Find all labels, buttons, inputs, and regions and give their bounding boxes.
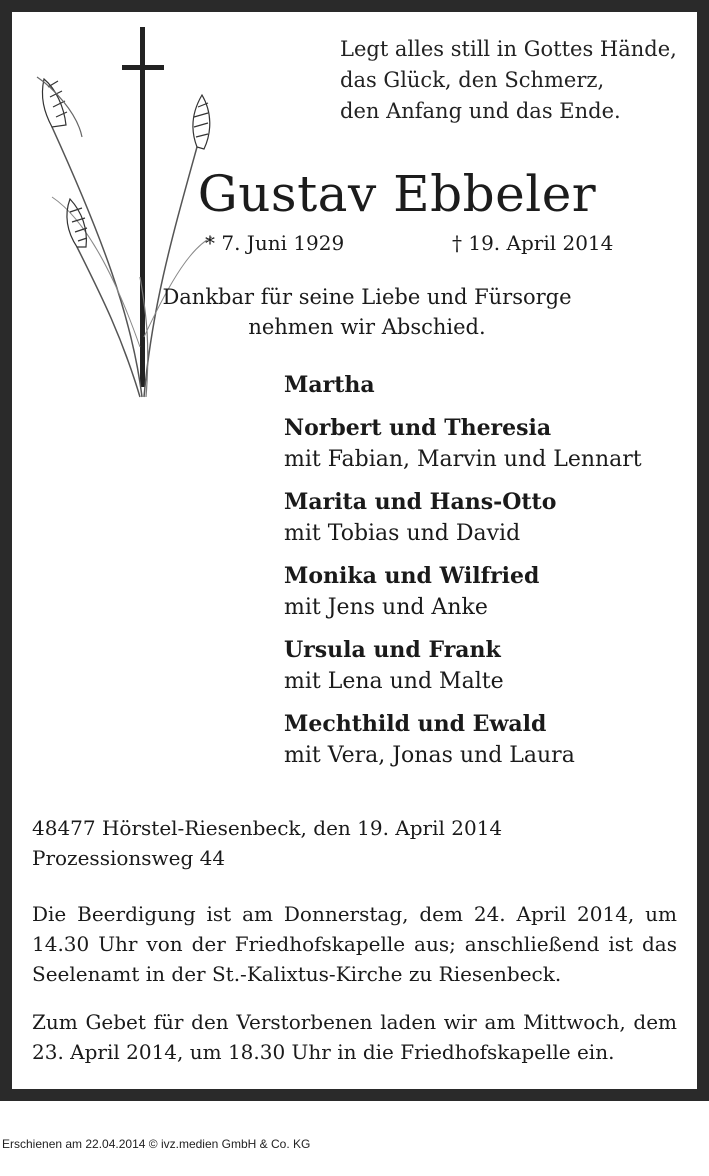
death-date: † 19. April 2014 [452, 231, 614, 255]
family-children: mit Jens und Anke [284, 595, 488, 620]
family-name: Marita und Hans-Otto [284, 489, 557, 515]
family-group [284, 709, 642, 771]
obituary-card [12, 12, 697, 1089]
family-name: Martha [284, 372, 375, 398]
family-group [284, 413, 642, 475]
thanks-line: nehmen wir Abschied. [248, 315, 486, 339]
verse-line: das Glück, den Schmerz, [340, 68, 605, 92]
address-line: Prozessionsweg 44 [32, 846, 226, 870]
cross-with-wheat-icon [22, 17, 222, 437]
family-children: mit Fabian, Marvin und Lennart [284, 447, 642, 472]
funeral-notice: Die Beerdigung ist am Donnerstag, dem 24. April 2014, um 14.30 Uhr von der Friedhofskapelle aus; anschließend ist das Seelenamt in der St.-Kalixtus-Kirche zu Riesenbeck. [32, 902, 677, 986]
family-name: Monika und Wilfried [284, 563, 540, 589]
thanks-line: Dankbar für seine Liebe und Fürsorge [162, 285, 572, 309]
family-name: Norbert und Theresia [284, 415, 552, 441]
family-name: Ursula und Frank [284, 637, 501, 663]
prayer-notice: Zum Gebet für den Verstorbenen laden wir am Mittwoch, dem 23. April 2014, um 18.30 Uhr in die Friedhofskapelle ein. [32, 1010, 677, 1064]
family-group [284, 487, 642, 549]
family-group [284, 635, 642, 697]
family-name: Mechthild und Ewald [284, 711, 547, 737]
family-children: mit Lena und Malte [284, 669, 504, 694]
verse [340, 34, 677, 127]
publication-footer: Erschienen am 22.04.2014 © ivz.medien GmbH & Co. KG [2, 1137, 311, 1151]
verse-line: Legt alles still in Gottes Hände, [340, 37, 677, 61]
verse-line: den Anfang und das Ende. [340, 99, 621, 123]
family-list [284, 370, 642, 783]
deceased-name: Gustav Ebbeler [197, 165, 597, 223]
family-children: mit Tobias und David [284, 521, 521, 546]
address-line: 48477 Hörstel-Riesenbeck, den 19. April 2014 [32, 816, 503, 840]
family-group [284, 561, 642, 623]
family-children: mit Vera, Jonas und Laura [284, 743, 575, 768]
birth-date: * 7. Juni 1929 [205, 231, 345, 255]
address-block [32, 813, 502, 873]
family-group [284, 370, 642, 401]
thanks-text [162, 282, 572, 342]
